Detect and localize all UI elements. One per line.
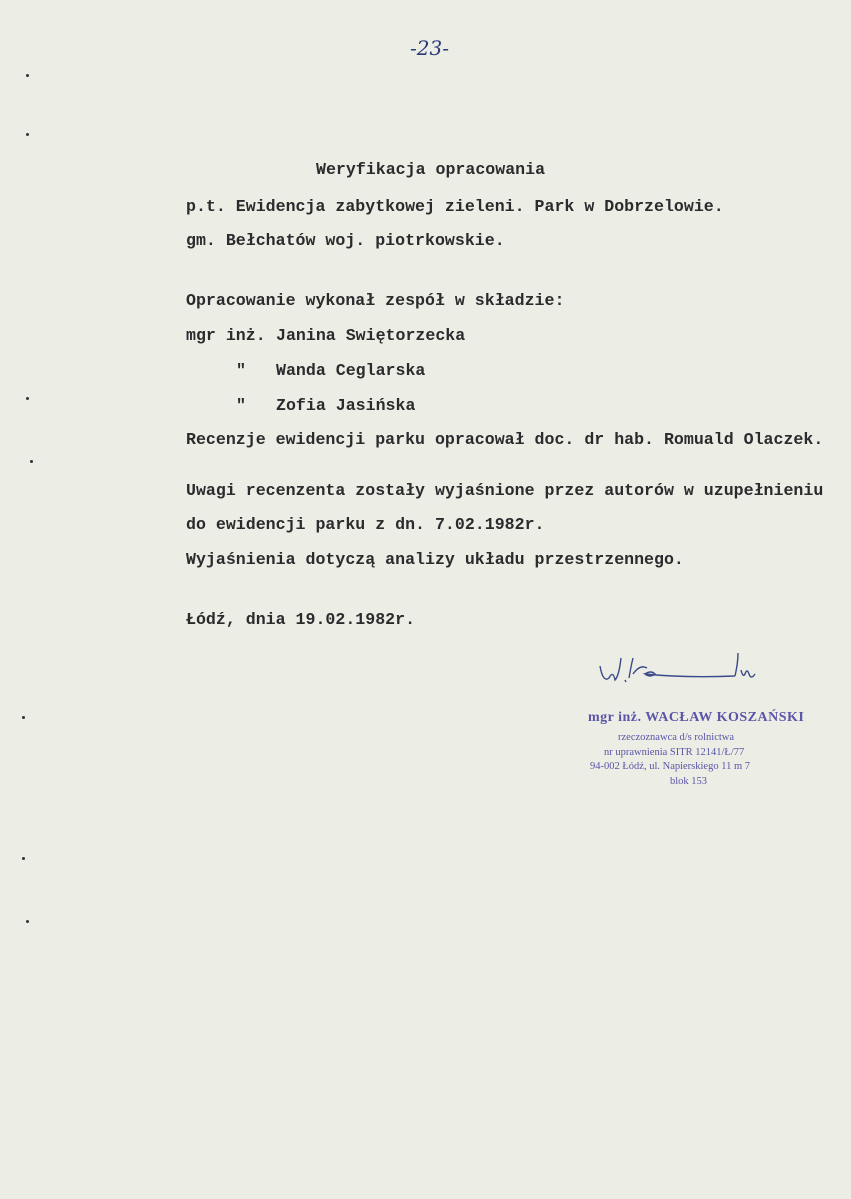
place-date: Łódź, dnia 19.02.1982r. — [186, 610, 416, 629]
stamp-address: 94-002 Łódź, ul. Napierskiego 11 m 7 — [590, 761, 750, 772]
signature — [595, 648, 785, 693]
punch-mark — [26, 920, 29, 923]
page-number: -23- — [410, 36, 449, 60]
team-intro: Opracowanie wykonał zespół w składzie: — [186, 291, 565, 310]
document-title: Weryfikacja opracowania — [316, 160, 546, 179]
stamp-license: nr uprawnienia SITR 12141/Ł/77 — [604, 747, 745, 758]
punch-mark — [26, 397, 29, 400]
remarks-line-1: Uwagi recenzenta zostały wyjaśnione przez autorów w uzupełnieniu — [186, 481, 824, 500]
team-member-name: Zofia Jasińska — [276, 396, 416, 415]
team-member-name: Janina Swiętorzecka — [276, 326, 466, 345]
remarks-line-2: do ewidencji parku z dn. 7.02.1982r. — [186, 515, 545, 534]
team-member-prefix: " — [236, 361, 246, 380]
subject-line-1: p.t. Ewidencja zabytkowej zieleni. Park w Dobrzelowie. — [186, 197, 724, 216]
team-member-prefix: " — [236, 396, 246, 415]
punch-mark — [22, 716, 25, 719]
review-line: Recenzje ewidencji parku opracował doc. dr hab. Romuald Olaczek. — [186, 430, 824, 449]
remarks-line-3: Wyjaśnienia dotyczą analizy układu przestrzennego. — [186, 550, 684, 569]
punch-mark — [22, 857, 25, 860]
punch-mark — [30, 460, 33, 463]
stamp-block: blok 153 — [670, 776, 708, 787]
stamp-role: rzeczoznawca d/s rolnictwa — [618, 732, 735, 743]
team-member-name: Wanda Ceglarska — [276, 361, 426, 380]
punch-mark — [26, 133, 29, 136]
stamp-name: mgr inż. WACŁAW KOSZAŃSKI — [588, 710, 805, 725]
subject-line-2: gm. Bełchatów woj. piotrkowskie. — [186, 231, 505, 250]
punch-mark — [26, 74, 29, 77]
team-member-prefix: mgr inż. — [186, 326, 266, 345]
